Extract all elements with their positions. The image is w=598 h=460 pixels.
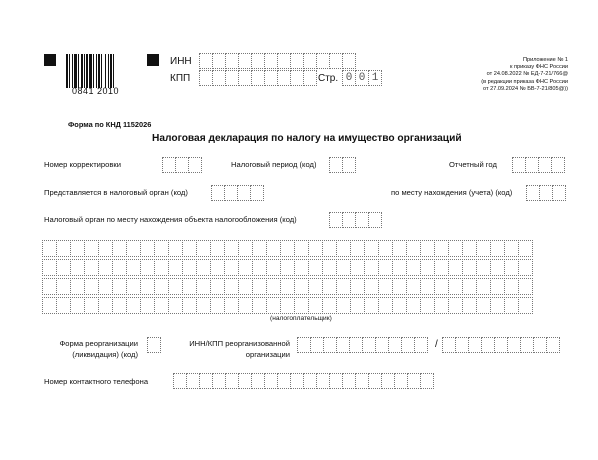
input-cell[interactable]: [251, 373, 265, 389]
input-cell[interactable]: [238, 373, 252, 389]
reorg-form-label-line: Форма реорганизации: [59, 339, 138, 348]
input-cell[interactable]: [277, 373, 291, 389]
taxpayer-name-row: [42, 240, 533, 257]
input-cell[interactable]: [237, 185, 251, 201]
input-cell[interactable]: [538, 157, 552, 173]
input-cell[interactable]: [154, 240, 169, 257]
reorg-inn-label: [176, 340, 290, 358]
input-cell[interactable]: [210, 240, 225, 257]
input-cell[interactable]: [294, 297, 309, 314]
reorg-form-cells[interactable]: [147, 337, 161, 353]
input-cell[interactable]: [350, 259, 365, 276]
input-cell[interactable]: [406, 259, 421, 276]
input-cell[interactable]: [84, 259, 99, 276]
input-cell[interactable]: [140, 278, 155, 295]
input-cell[interactable]: [355, 212, 369, 228]
input-cell[interactable]: [294, 278, 309, 295]
input-cell[interactable]: [238, 297, 253, 314]
input-cell[interactable]: [406, 297, 421, 314]
input-cell[interactable]: [238, 53, 252, 69]
input-cell[interactable]: [210, 297, 225, 314]
input-cell[interactable]: [329, 373, 343, 389]
input-cell[interactable]: [481, 337, 495, 353]
input-cell[interactable]: [329, 53, 343, 69]
inn-label: ИНН: [170, 56, 192, 67]
input-cell[interactable]: [210, 278, 225, 295]
input-cell[interactable]: [414, 337, 428, 353]
input-cell[interactable]: [70, 240, 85, 257]
input-cell[interactable]: [504, 278, 519, 295]
input-cell[interactable]: [316, 53, 330, 69]
phone-label: Номер контактного телефона: [44, 377, 149, 386]
page-digit: 0: [355, 70, 369, 86]
input-cell[interactable]: [264, 53, 278, 69]
input-cell[interactable]: [392, 297, 407, 314]
input-cell[interactable]: [212, 53, 226, 69]
input-cell[interactable]: [280, 297, 295, 314]
input-cell[interactable]: [196, 259, 211, 276]
input-cell[interactable]: [188, 157, 202, 173]
input-cell[interactable]: [182, 297, 197, 314]
page-number-cells: [342, 70, 382, 86]
input-cell[interactable]: [252, 240, 267, 257]
input-cell[interactable]: [212, 373, 226, 389]
input-cell[interactable]: [154, 297, 169, 314]
input-cell[interactable]: [350, 297, 365, 314]
input-cell[interactable]: [355, 373, 369, 389]
input-cell[interactable]: [336, 297, 351, 314]
input-cell[interactable]: [280, 259, 295, 276]
input-cell[interactable]: [420, 297, 435, 314]
input-cell[interactable]: [388, 337, 402, 353]
input-cell[interactable]: [266, 278, 281, 295]
input-cell[interactable]: [448, 259, 463, 276]
input-cell[interactable]: [211, 185, 225, 201]
location-cells[interactable]: [526, 185, 566, 201]
input-cell[interactable]: [277, 53, 291, 69]
input-cell[interactable]: [199, 373, 213, 389]
phone-cells[interactable]: [173, 373, 434, 389]
input-cell[interactable]: [406, 240, 421, 257]
input-cell[interactable]: [112, 297, 127, 314]
input-cell[interactable]: [378, 240, 393, 257]
input-cell[interactable]: [182, 259, 197, 276]
input-cell[interactable]: [42, 297, 57, 314]
input-cell[interactable]: [336, 278, 351, 295]
input-cell[interactable]: [442, 337, 456, 353]
input-cell[interactable]: [448, 240, 463, 257]
reorg-separator: /: [435, 339, 438, 350]
taxpayer-name-row: [42, 259, 533, 276]
input-cell[interactable]: [98, 240, 113, 257]
input-cell[interactable]: [297, 337, 311, 353]
input-cell[interactable]: [349, 337, 363, 353]
input-cell[interactable]: [210, 259, 225, 276]
input-cell[interactable]: [70, 278, 85, 295]
input-cell[interactable]: [175, 157, 189, 173]
input-cell[interactable]: [381, 373, 395, 389]
input-cell[interactable]: [518, 278, 533, 295]
input-cell[interactable]: [98, 278, 113, 295]
reorg-inn-label-line: ИНН/КПП реорганизованной: [189, 339, 290, 348]
input-cell[interactable]: [310, 337, 324, 353]
input-cell[interactable]: [490, 259, 505, 276]
input-cell[interactable]: [196, 240, 211, 257]
appendix-line: от 27.09.2024 № БВ-7-21/805@)): [483, 85, 568, 92]
location-label: по месту нахождения (учета) (код): [391, 188, 513, 197]
input-cell[interactable]: [329, 157, 343, 173]
input-cell[interactable]: [518, 259, 533, 276]
input-cell[interactable]: [308, 278, 323, 295]
input-cell[interactable]: [533, 337, 547, 353]
input-cell[interactable]: [42, 259, 57, 276]
input-cell[interactable]: [196, 278, 211, 295]
input-cell[interactable]: [378, 297, 393, 314]
appendix-line: к приказу ФНС России: [509, 64, 568, 71]
input-cell[interactable]: [224, 278, 239, 295]
input-cell[interactable]: [252, 259, 267, 276]
input-cell[interactable]: [420, 259, 435, 276]
input-cell[interactable]: [476, 297, 491, 314]
barcode: [66, 54, 136, 88]
input-cell[interactable]: [322, 240, 337, 257]
input-cell[interactable]: [225, 70, 239, 86]
input-cell[interactable]: [308, 259, 323, 276]
input-cell[interactable]: [252, 278, 267, 295]
input-cell[interactable]: [364, 297, 379, 314]
input-cell[interactable]: [224, 185, 238, 201]
input-cell[interactable]: [251, 53, 265, 69]
input-cell[interactable]: [504, 240, 519, 257]
input-cell[interactable]: [126, 278, 141, 295]
input-cell[interactable]: [199, 70, 213, 86]
input-cell[interactable]: [225, 373, 239, 389]
input-cell[interactable]: [173, 373, 187, 389]
input-cell[interactable]: [378, 259, 393, 276]
input-cell[interactable]: [264, 70, 278, 86]
page-label: Стр.: [318, 73, 339, 84]
period-cells[interactable]: [329, 157, 356, 173]
input-cell[interactable]: [401, 337, 415, 353]
inn-cells[interactable]: [199, 53, 356, 69]
input-cell[interactable]: [308, 297, 323, 314]
barcode-bar: [114, 54, 116, 88]
input-cell[interactable]: [490, 278, 505, 295]
input-cell[interactable]: [290, 373, 304, 389]
input-cell[interactable]: [525, 157, 539, 173]
input-cell[interactable]: [294, 259, 309, 276]
input-cell[interactable]: [336, 259, 351, 276]
taxpayer-caption: (налогоплательщик): [270, 315, 332, 322]
input-cell[interactable]: [147, 337, 161, 353]
input-cell[interactable]: [112, 259, 127, 276]
input-cell[interactable]: [303, 373, 317, 389]
input-cell[interactable]: [490, 297, 505, 314]
input-cell[interactable]: [448, 297, 463, 314]
input-cell[interactable]: [342, 157, 356, 173]
input-cell[interactable]: [84, 240, 99, 257]
reorg-inn-cells[interactable]: [297, 337, 428, 353]
input-cell[interactable]: [140, 259, 155, 276]
taxpayer-name-grid[interactable]: [42, 240, 533, 316]
authority-label: Представляется в налоговый орган (код): [44, 188, 188, 197]
input-cell[interactable]: [375, 337, 389, 353]
input-cell[interactable]: [342, 53, 356, 69]
input-cell[interactable]: [364, 240, 379, 257]
input-cell[interactable]: [394, 373, 408, 389]
taxpayer-name-row: [42, 297, 533, 314]
input-cell[interactable]: [342, 373, 356, 389]
input-cell[interactable]: [364, 259, 379, 276]
input-cell[interactable]: [329, 212, 343, 228]
page-title: Налоговая декларация по налогу на имущество организаций: [152, 133, 462, 144]
input-cell[interactable]: [322, 278, 337, 295]
input-cell[interactable]: [70, 259, 85, 276]
input-cell[interactable]: [462, 240, 477, 257]
input-cell[interactable]: [336, 240, 351, 257]
input-cell[interactable]: [378, 278, 393, 295]
input-cell[interactable]: [546, 337, 560, 353]
input-cell[interactable]: [238, 278, 253, 295]
reorg-form-label-line: (ликвидация) (код): [72, 349, 138, 359]
input-cell[interactable]: [294, 240, 309, 257]
input-cell[interactable]: [551, 157, 565, 173]
input-cell[interactable]: [420, 278, 435, 295]
input-cell[interactable]: [316, 373, 330, 389]
taxpayer-name-row: [42, 278, 533, 295]
input-cell[interactable]: [264, 373, 278, 389]
input-cell[interactable]: [70, 297, 85, 314]
input-cell[interactable]: [290, 70, 304, 86]
input-cell[interactable]: [392, 278, 407, 295]
kpp-cells[interactable]: [199, 70, 317, 86]
input-cell[interactable]: [362, 337, 376, 353]
appendix-line: Приложение № 1: [522, 57, 568, 63]
input-cell[interactable]: [98, 259, 113, 276]
input-cell[interactable]: [526, 185, 540, 201]
input-cell[interactable]: [476, 278, 491, 295]
appendix-line: от 24.08.2022 № ЕД-7-21/766@: [486, 71, 568, 78]
input-cell[interactable]: [539, 185, 553, 201]
kpp-label: КПП: [170, 73, 191, 84]
correction-label: Номер корректировки: [44, 160, 121, 169]
input-cell[interactable]: [140, 240, 155, 257]
input-cell[interactable]: [468, 337, 482, 353]
page-digit: 0: [342, 70, 356, 86]
input-cell[interactable]: [154, 278, 169, 295]
input-cell[interactable]: [504, 297, 519, 314]
appendix-line: (в редакции приказа ФНС России: [481, 78, 568, 85]
input-cell[interactable]: [434, 240, 449, 257]
input-cell[interactable]: [364, 278, 379, 295]
input-cell[interactable]: [182, 278, 197, 295]
input-cell[interactable]: [434, 259, 449, 276]
registration-marker-right: [147, 54, 159, 66]
input-cell[interactable]: [126, 297, 141, 314]
input-cell[interactable]: [112, 278, 127, 295]
reorg-form-label: [50, 340, 138, 358]
input-cell[interactable]: [84, 278, 99, 295]
input-cell[interactable]: [350, 240, 365, 257]
form-code: Форма по КНД 1152026: [68, 120, 152, 129]
appendix-note: [481, 57, 568, 93]
input-cell[interactable]: [368, 212, 382, 228]
input-cell[interactable]: [476, 259, 491, 276]
input-cell[interactable]: [504, 259, 519, 276]
input-cell[interactable]: [462, 278, 477, 295]
input-cell[interactable]: [323, 337, 337, 353]
input-cell[interactable]: [224, 297, 239, 314]
input-cell[interactable]: [494, 337, 508, 353]
input-cell[interactable]: [368, 373, 382, 389]
input-cell[interactable]: [154, 259, 169, 276]
input-cell[interactable]: [140, 297, 155, 314]
input-cell[interactable]: [250, 185, 264, 201]
input-cell[interactable]: [84, 297, 99, 314]
input-cell[interactable]: [342, 212, 356, 228]
input-cell[interactable]: [476, 240, 491, 257]
input-cell[interactable]: [56, 297, 71, 314]
object-authority-cells[interactable]: [329, 212, 382, 228]
period-label: Налоговый период (код): [231, 160, 317, 169]
input-cell[interactable]: [462, 259, 477, 276]
authority-cells[interactable]: [211, 185, 264, 201]
input-cell[interactable]: [56, 259, 71, 276]
input-cell[interactable]: [406, 278, 421, 295]
input-cell[interactable]: [196, 297, 211, 314]
input-cell[interactable]: [42, 278, 57, 295]
input-cell[interactable]: [455, 337, 469, 353]
input-cell[interactable]: [392, 240, 407, 257]
input-cell[interactable]: [225, 53, 239, 69]
input-cell[interactable]: [98, 297, 113, 314]
page-digit: 1: [368, 70, 382, 86]
input-cell[interactable]: [277, 70, 291, 86]
input-cell[interactable]: [212, 70, 226, 86]
input-cell[interactable]: [520, 337, 534, 353]
input-cell[interactable]: [224, 240, 239, 257]
input-cell[interactable]: [434, 297, 449, 314]
year-cells[interactable]: [512, 157, 565, 173]
input-cell[interactable]: [199, 53, 213, 69]
input-cell[interactable]: [266, 240, 281, 257]
input-cell[interactable]: [308, 240, 323, 257]
input-cell[interactable]: [336, 337, 350, 353]
input-cell[interactable]: [280, 278, 295, 295]
input-cell[interactable]: [126, 259, 141, 276]
input-cell[interactable]: [266, 297, 281, 314]
input-cell[interactable]: [252, 297, 267, 314]
input-cell[interactable]: [168, 297, 183, 314]
input-cell[interactable]: [238, 240, 253, 257]
input-cell[interactable]: [518, 297, 533, 314]
reorg-inn-label-line: организации: [245, 349, 290, 359]
input-cell[interactable]: [552, 185, 566, 201]
input-cell[interactable]: [462, 297, 477, 314]
barcode-number: 0841 2010: [72, 86, 120, 96]
input-cell[interactable]: [303, 53, 317, 69]
input-cell[interactable]: [322, 297, 337, 314]
input-cell[interactable]: [280, 240, 295, 257]
input-cell[interactable]: [303, 70, 317, 86]
input-cell[interactable]: [350, 278, 365, 295]
input-cell[interactable]: [322, 259, 337, 276]
input-cell[interactable]: [56, 240, 71, 257]
registration-marker-left: [44, 54, 56, 66]
input-cell[interactable]: [186, 373, 200, 389]
year-label: Отчетный год: [449, 160, 497, 169]
input-cell[interactable]: [407, 373, 421, 389]
input-cell[interactable]: [518, 240, 533, 257]
input-cell[interactable]: [168, 259, 183, 276]
input-cell[interactable]: [182, 240, 197, 257]
correction-cells[interactable]: [162, 157, 202, 173]
input-cell[interactable]: [420, 373, 434, 389]
input-cell[interactable]: [162, 157, 176, 173]
input-cell[interactable]: [507, 337, 521, 353]
input-cell[interactable]: [251, 70, 265, 86]
input-cell[interactable]: [490, 240, 505, 257]
input-cell[interactable]: [290, 53, 304, 69]
input-cell[interactable]: [434, 278, 449, 295]
input-cell[interactable]: [238, 259, 253, 276]
object-authority-label: Налоговый орган по месту нахождения объекта налогообложения (код): [44, 215, 297, 224]
input-cell[interactable]: [238, 70, 252, 86]
input-cell[interactable]: [168, 240, 183, 257]
input-cell[interactable]: [112, 240, 127, 257]
input-cell[interactable]: [420, 240, 435, 257]
input-cell[interactable]: [224, 259, 239, 276]
input-cell[interactable]: [42, 240, 57, 257]
input-cell[interactable]: [392, 259, 407, 276]
input-cell[interactable]: [448, 278, 463, 295]
input-cell[interactable]: [512, 157, 526, 173]
reorg-kpp-cells[interactable]: [442, 337, 560, 353]
input-cell[interactable]: [168, 278, 183, 295]
input-cell[interactable]: [56, 278, 71, 295]
input-cell[interactable]: [126, 240, 141, 257]
input-cell[interactable]: [266, 259, 281, 276]
